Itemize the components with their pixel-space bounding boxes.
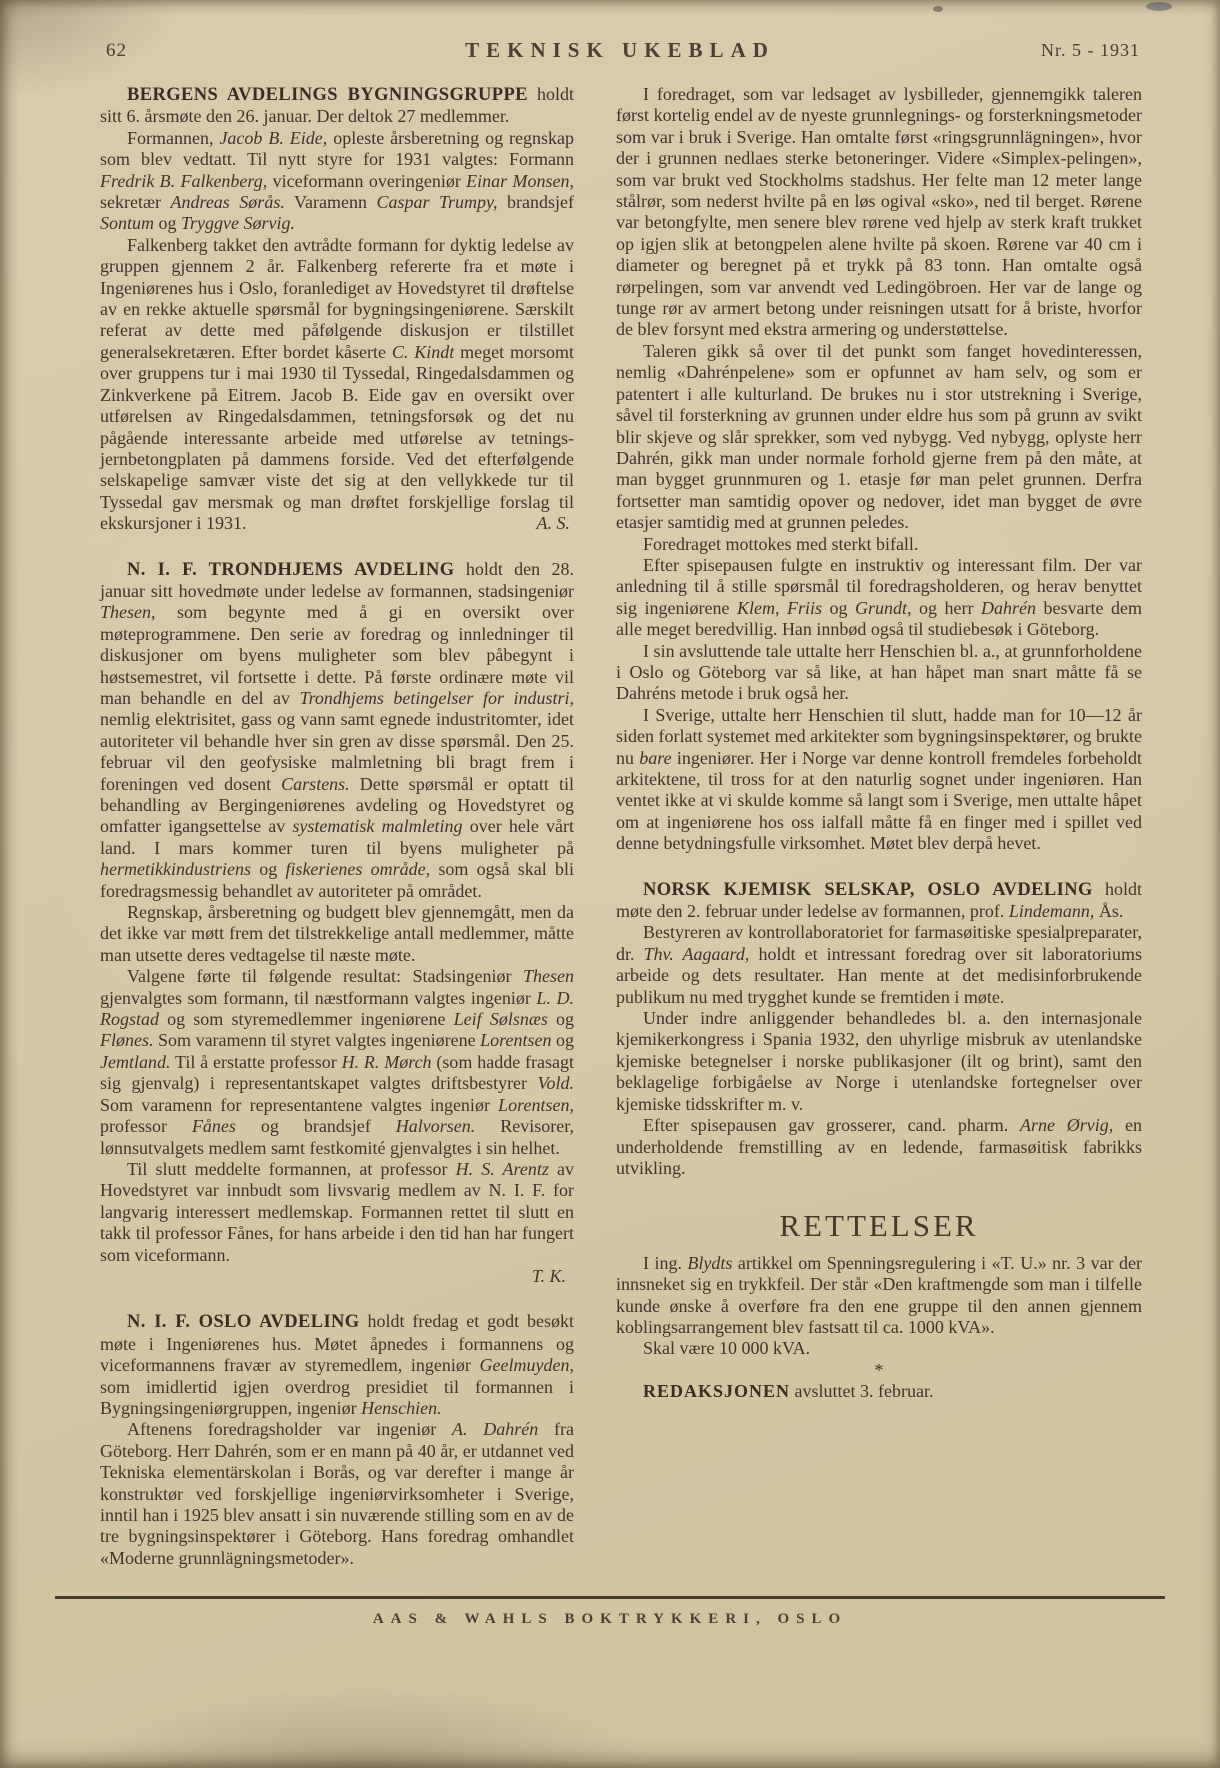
text-run: holdt et intressant foredrag over sit laboratoriums arbeide og dets resultater. Han mente at det medisinforbrukende publikum nu med trygghet kunde se fremtiden i møte.	[616, 943, 1142, 1007]
paragraph	[616, 84, 1142, 341]
text-run: Skal være 10 000 kVA.	[643, 1338, 811, 1359]
text-run: A. Dahrén	[451, 1419, 539, 1440]
text-run: Andreas Sørås.	[170, 192, 285, 213]
text-run: en underholdende fremstilling av en ledende, farmasøitisk fabrikks utvikling.	[616, 1115, 1142, 1178]
text-run: Taleren gikk så over til det punkt som fanget hovedinteressen, nemlig «Dahrénpelene» som er opfunnet av ham selv, og som er patentert i alle kulturland. De brukes nu i stor utstrekning i Sverige, såvel til forsterkning av grunnen under eldre hus som på grunn av svikt blir skjeve og slår sprekker, som ved nybygg. Ved nybygg, oplyste herr Dahrén, gikk man under normale forhold gjerne frem på den måte, at man bygget grunnmuren og 1. etasje før man pelet grunnen. Derfra fortsetter man samtidig opover og nedover, idet man bygget de øvre etasjer samtidig med at grunnen peledes.	[616, 340, 1142, 533]
text-run: I ing.	[643, 1252, 688, 1273]
paragraph	[100, 235, 574, 535]
text-run: brandsjef	[497, 192, 574, 213]
text-run: H. S. Arentz	[455, 1158, 549, 1179]
text-run: og	[547, 1009, 574, 1030]
text-run: Revisorer, lønnsutvalgets medlem samt festkomité gjenvalgtes i sin helhet.	[100, 1116, 574, 1158]
paragraph	[616, 641, 1142, 705]
text-run: meget morsomt over gruppens tur i mai 1930 til Tyssedal, Ringedalsdammen og Zinkverkene på Eitrem. Jacob B. Eide gav en oversikt over utførelsen av Ringedalsdammen, tetningsforsøk og det nu pågående interessante arbeide med utførelse av tetnings-jernbetongplaten på dammens forside. Ved det efterfølgende selskapelige samvær viste det sig at den vellykkede tur til Tyssedal gav mersmak og man drøftet forskjellige forslag til ekskursjoner i 1931.	[100, 341, 575, 534]
text-run: og som styremedlemmer ingeniørene	[159, 1009, 454, 1030]
section	[616, 879, 1142, 1180]
paragraph	[100, 1266, 574, 1287]
text-run: H. R. Mørch	[341, 1051, 432, 1072]
paragraph	[100, 966, 574, 1159]
text-run: holdt møte den 2. februar under ledelse av formannen, prof.	[616, 878, 1143, 922]
text-run: som begynte med å gi en oversikt over møteprogrammene. Den serie av foredrag og innledninger til diskusjoner om byens muligheter som blev påbegynt i høstsemestret, vil fortsette i dette. På første ordinære møte vil man behandle en del av	[100, 602, 574, 708]
text-run: Til å erstatte professor	[170, 1051, 342, 1072]
text-run: Efter spisepausen gav grosserer, cand. pharm.	[643, 1115, 1021, 1136]
text-run: *	[874, 1359, 884, 1380]
text-run: holdt sitt 6. årsmøte den 26. januar. Der deltok 27 medlemmer.	[100, 84, 574, 127]
text-run: Fånes	[191, 1116, 236, 1137]
text-run: over hele vårt land. I mars kommer turen til byens muligheter på	[100, 816, 574, 858]
text-run: og	[250, 859, 286, 880]
text-run: Som varamenn for representantene valgtes ingeniør	[100, 1094, 499, 1115]
paragraph	[616, 1115, 1142, 1179]
text-run: Leif Sølsnæs	[453, 1009, 548, 1030]
section-heading: RETTELSER	[779, 1208, 979, 1244]
text-run: Grundt,	[855, 597, 912, 618]
section	[616, 84, 1142, 855]
paragraph	[100, 1311, 574, 1419]
paragraph	[616, 1338, 1142, 1359]
paragraph	[616, 1381, 1142, 1402]
text-run: Caspar Trumpy,	[376, 192, 498, 213]
scan-artifact	[1146, 2, 1172, 11]
text-run: Vold.	[537, 1073, 574, 1094]
text-run: og	[822, 597, 856, 618]
text-run: Lindemann,	[1008, 901, 1095, 922]
text-run: Til slutt meddelte formannen, at professor	[127, 1158, 456, 1179]
paragraph	[100, 128, 574, 235]
printer-imprint: AAS & WAHLS BOKTRYKKERI, OSLO	[372, 1611, 848, 1627]
text-run: Geelmuyden,	[479, 1355, 574, 1376]
text-run: I sin avsluttende tale uttalte herr Henschien bl. a., at grunnforholdene i Oslo og Göteborg var så like, at han håpet man snart måtte få se Dahréns metode i bruk også her.	[616, 640, 1142, 704]
text-run: Tryggve Sørvig.	[181, 213, 295, 234]
paragraph	[616, 555, 1142, 641]
paragraph	[616, 1360, 1142, 1381]
masthead-title: TEKNISK UKEBLAD	[465, 38, 775, 62]
text-run: Aftenens foredragsholder var ingeniør	[127, 1419, 452, 1440]
paragraph	[616, 1253, 1142, 1339]
text-run: Formannen,	[127, 127, 220, 148]
paragraph	[100, 84, 574, 128]
section	[100, 84, 574, 535]
text-run: Dette spørsmål er optatt til behandling av Bergingeniørenes avdeling og Hovedstyret og omfatter igangsettelse av	[100, 773, 575, 837]
section-heading: N. I. F. TRONDHJEMS AVDELING	[127, 559, 455, 580]
text-run: som imidlertid igjen overdrog presidiet til formannen i Bygningsingeniørgruppen, ingeniør	[100, 1376, 574, 1418]
paragraph	[616, 1008, 1142, 1115]
scan-artifact	[933, 6, 943, 12]
text-run: viceformann overingeniør	[267, 170, 467, 191]
text-run: hermetikkindustriens	[100, 859, 251, 880]
text-run: av Hovedstyret var innbudt som livsvarig medlem av N. I. F. for langvarig interessert medlemskap. Formannen rettet til slutt en takk til professor Fånes, for hans arbeide i den tid han har fungert som viceformann.	[100, 1158, 574, 1265]
text-run: Carstens.	[281, 773, 350, 794]
paragraph	[616, 534, 1142, 555]
text-run: Klem, Friis	[736, 597, 822, 618]
text-run: og	[154, 213, 181, 234]
text-run: Dahrén	[981, 597, 1037, 618]
text-run: holdt fredag et godt besøkt møte i Ingeniørenes hus. Møtet åpnedes i formannens og viceformannens fravær av styremedlem, ingeniør	[100, 1311, 574, 1376]
page-header	[100, 38, 1140, 66]
page-number: 62	[106, 40, 127, 61]
text-run: Thesen	[523, 966, 574, 987]
text-run: Thv. Aagaard,	[643, 943, 750, 964]
section	[100, 559, 574, 1288]
text-run: professor	[100, 1116, 192, 1137]
signature: A. S.	[536, 513, 570, 534]
text-run: Trondhjems betingelser for industri,	[299, 687, 574, 708]
text-run: og herr	[911, 597, 982, 618]
text-run: opleste årsberetning og regnskap som blev vedtatt. Til nytt styre for 1931 valgtes: Formann	[100, 127, 574, 170]
text-run: T. K.	[531, 1265, 566, 1286]
text-run: Som varamenn til styret valgtes ingeniørene	[153, 1030, 481, 1051]
footer-rule	[55, 1596, 1165, 1599]
text-run: Ås.	[1094, 901, 1124, 922]
text-run: sekretær	[100, 192, 171, 213]
paragraph	[100, 902, 574, 966]
text-run: Arne Ørvig,	[1020, 1115, 1114, 1136]
text-run: Falkenberg takket den avtrådte formann for dyktig ledelse av gruppen gjennem 2 år. Falkenberg refererte fra et møte i Ingeniørenes hus i Oslo, foranlediget av Hovedstyret til drøftelse av en rekke aktuelle spørsmål for bygningsingeniørene. Særskilt referat av dette med påfølgende diskusjon er tilstillet generalsekretæren. Efter bordet kåserte	[100, 234, 574, 362]
text-run: Bestyreren av kontrollaboratoriet for farmasøitiske spesialpreparater, dr.	[616, 922, 1142, 964]
text-run: som også skal bli foredragsmessig behandlet av autoriteter på området.	[100, 859, 575, 901]
text-run: nemlig elektrisitet, gass og vann samt egnede industritomter, idet autoriteter vil behandle hver sin gren av disse spørsmål. Den 25. februar vil den geofysiske malmletning bli bragt frem i foreningen ved dosent	[100, 709, 574, 794]
text-run: REDAKSJONEN	[643, 1381, 791, 1402]
section-heading: N. I. F. OSLO AVDELING	[127, 1312, 360, 1333]
text-run: artikkel om Spenningsregulering i «T. U.» nr. 3 var der innsneket sig en trykkfeil. Der står «Den kraftmengde som man i tilfelle kunde ønske å overføre fra den ene gruppe til den annen gjennem koblingsarrangement blev fastsatt til ca. 1000 kVA».	[616, 1252, 1143, 1337]
text-run: Regnskap, årsberetning og budgett blev gjennemgått, men da det ikke var møtt frem det tilstrekkelige antall medlemmer, måtte man utsette deres vedtagelse til næste møte.	[100, 902, 574, 965]
paragraph	[616, 705, 1142, 855]
text-run: ingeniører. Her i Norge var denne kontroll fremdeles forbeholdt arkitektene, til tross for at den naturlig sognet under ingeniøren. Han ventet ikke at vi skulde komme så langt som i Sverige, men uttalte håpet om at ingeniørene hos oss ialfall måtte få en finger med i spillet ved denne betydningsfulle virksomhet. Møtet blev derpå hevet.	[616, 747, 1142, 854]
paragraph	[100, 1159, 574, 1266]
text-columns	[100, 84, 1142, 1569]
text-run: og	[551, 1030, 574, 1051]
text-run: besvarte dem alle meget beredvillig. Han innbød også til studiebesøk i Göteborg.	[616, 597, 1142, 640]
text-run: Blydts	[687, 1252, 733, 1273]
text-run: Foredraget mottokes med sterkt bifall.	[643, 533, 919, 554]
paragraph	[616, 922, 1142, 1008]
text-run: Jemtland.	[100, 1051, 171, 1072]
right-column	[616, 84, 1142, 1403]
text-run: Henschien.	[361, 1397, 442, 1418]
text-run: (som hadde frasagt sig gjenvalg) i representantskapet valgtes driftsbestyrer	[100, 1051, 574, 1094]
text-run: Einar Monsen,	[466, 170, 574, 191]
section-heading: NORSK KJEMISK SELSKAP, OSLO AVDELING	[643, 879, 1093, 900]
text-run: systematisk malmleting	[292, 816, 463, 837]
text-run: bare	[639, 747, 672, 768]
text-run: Under indre anliggender behandledes bl. a. den internasjonale kjemikerkongress i Spania 1932, den uhyrlige misbruk av utenlandske kjemiske betegnelser i norske publikasjoner (ilt og brint), samt den beklagelige forbigåelse av Norge i utenlandske fortegnelser over kjemiske tidsskrifter m. v.	[616, 1008, 1142, 1114]
left-column	[100, 84, 574, 1569]
text-run: holdt den 28. januar sitt hovedmøte under ledelse av formannen, stadsingeniør	[100, 558, 574, 601]
section	[616, 1208, 1143, 1402]
text-run: Sontum	[100, 213, 154, 234]
text-run: Lorentsen,	[498, 1094, 574, 1115]
text-run: I foredraget, som var ledsaget av lysbilleder, gjennemgikk taleren først kortelig endel av de nyeste grunnlegnings- og forsterkningsmetoder som var i bruk i Sverige. Han omtalte først «ringsgrunnlägningen», hvor der i grunnen nedlaes sterke betoneringer. Videre «Simplex-pelingen», som var brukt ved Stockholms stadshus. Her felte man 12 meter lange stålrør, som nederst hvilte på en løs ogival «sko», ned til berget. Rørene var betongfylte, men senere blev rørene ved hjelp av sterk kraft trukket op igjen slik at betongpelen alene hvilte på skoen. Rørene var 40 cm i diameter og beregnet på et trykk på 83 tonn. Han omtalte også rørpelingen, som var anvendt ved Ledingöbroen. Her var de lange og tunge rør av armert betong under reisningen utsatt for å briste, hvorfor de blev forsynt med ekstra armering og understøttelse.	[616, 84, 1142, 340]
text-run: og brandsjef	[235, 1116, 396, 1137]
text-run: fra Göteborg. Herr Dahrén, som er en mann på 40 år, er utdannet ved Tekniska elementärskolan i Borås, og var derefter i mange år konstruktør ved forskjellige ingeniørvirksomheter i Sverige, inntil han i 1925 blev ansatt i sin nuværende stilling som en av de tre bygningsinspektører i Göteborg. Hans foredrag omhandlet «Moderne grunnlägningsmetoder».	[100, 1419, 574, 1568]
paragraph	[100, 1419, 574, 1569]
text-run: Lorentsen	[480, 1030, 552, 1051]
text-run: fiskerienes område,	[285, 859, 431, 880]
text-run: Efter spisepausen fulgte en instruktiv og interessant film. Der var anledning til å stille spørsmål til foredragsholderen, og herav benyttet sig ingeniørene	[616, 554, 1142, 618]
text-run: gjenvalgtes som formann, til næstformann valgtes ingeniør	[100, 987, 537, 1008]
text-run: L. D. Rogstad	[100, 987, 574, 1030]
text-run: I Sverige, uttalte herr Henschien til slutt, hadde man for 10—12 år siden forlatt systemet med arkitekter som bygningsinspektører, og brukte nu	[616, 704, 1142, 768]
issue-number: Nr. 5 - 1931	[1041, 40, 1140, 60]
text-run: Halvorsen.	[395, 1116, 476, 1137]
text-run: Jacob B. Eide,	[219, 127, 328, 148]
text-run: Fredrik B. Falkenberg,	[100, 170, 268, 191]
text-run: Thesen,	[100, 602, 156, 623]
section	[100, 1311, 574, 1569]
text-run: Flønes.	[100, 1030, 154, 1051]
text-run: C. Kindt	[391, 341, 455, 362]
text-run: Valgene førte til følgende resultat: Stadsingeniør	[127, 966, 523, 987]
paragraph	[100, 559, 574, 903]
paragraph	[616, 879, 1142, 923]
section-heading: BERGENS AVDELINGS BYGNINGSGRUPPE	[127, 85, 528, 105]
paragraph	[616, 341, 1142, 534]
text-run: Varamenn	[284, 192, 377, 213]
text-run: avsluttet 3. februar.	[790, 1381, 934, 1402]
